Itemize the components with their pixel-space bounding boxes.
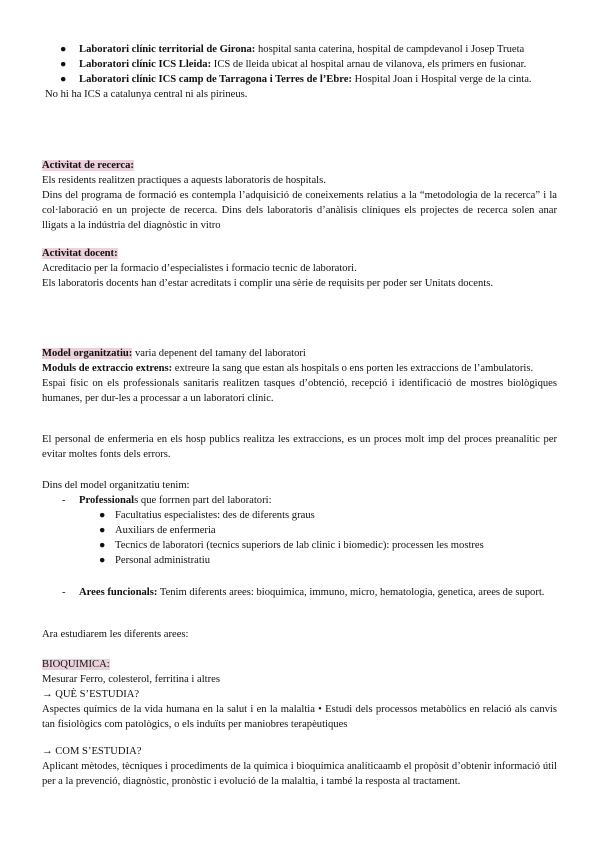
list-item bbox=[42, 585, 557, 600]
bullet-icon: ● bbox=[60, 59, 67, 71]
bullet-icon: ● bbox=[99, 555, 106, 567]
model-section bbox=[42, 346, 557, 406]
lab-desc: Hospital Joan i Hospital verge de la cinta. bbox=[351, 74, 532, 86]
list-item bbox=[42, 523, 557, 538]
bullet-icon: ● bbox=[60, 74, 67, 86]
arees-section bbox=[42, 585, 557, 600]
list-item bbox=[42, 42, 557, 57]
recerca-section bbox=[42, 158, 557, 233]
arees-text: Tenim diferents arees: bioquimica, immuno, micro, hematologia, genetica, arees de suport. bbox=[157, 587, 545, 598]
enfermeria-section bbox=[42, 432, 557, 462]
bullet-icon: ● bbox=[99, 510, 106, 522]
prof-text: s que forrnen part del laboratori: bbox=[134, 495, 272, 507]
question-1: → QUÈ S’ESTUDIA? bbox=[42, 689, 140, 701]
bullet-icon: ● bbox=[99, 540, 106, 552]
espai-paragraph: Espai físic on els professionals sanitaris realitzen tasques d’obtenció, recepció i identificació de mostres biològiques humanes, per dur-les a processar a un laboratori clínic. bbox=[42, 378, 557, 405]
dash-marker: - bbox=[62, 587, 66, 598]
lab-desc: hospital santa caterina, hospital de campdevanol i Josep Trueta bbox=[255, 44, 525, 55]
lab-name: Laboratori clínic ICS camp de Tarragona i Terres de l’Ebre: bbox=[79, 74, 352, 86]
dins-line: Dins del model organitzatiu tenim: bbox=[42, 480, 190, 491]
list-item bbox=[42, 508, 557, 523]
docent-line: Acreditacio per la formacio d’especialistes i formacio tecnic de laboratori. bbox=[42, 263, 357, 275]
moduls-label: Moduls de extraccio extrens: bbox=[42, 363, 173, 375]
prof-item: Personal administratiu bbox=[115, 555, 211, 567]
recerca-line: Els residents realitzen practiques a aquests laboratoris de hospitals. bbox=[42, 175, 326, 187]
bioquimica-line: Mesurar Ferro, colesterol, ferritina i altres bbox=[42, 674, 220, 686]
docent-heading: Activitat docent: bbox=[42, 248, 118, 259]
ara-line: Ara estudiarem les diferents arees: bbox=[42, 629, 189, 640]
prof-label: Professional bbox=[79, 495, 135, 507]
recerca-paragraph: Dins del programa de formació es contempla l’adquisició de coneixements relatius a la “metodologia de la recerca” i la col·laboració en un projecte de recerca. Dins dels laboratoris d’anàlisis clíniques els projectes de recerca solen anar lligats a la indústria del diagnòstic in vitro bbox=[42, 190, 557, 232]
enfermeria-paragraph: El personal de enfermeria en els hosp publics realitza les extraccions, es un proces molt imp del proces preanalític per evitar moltes fonts dels errors. bbox=[42, 434, 557, 461]
dash-marker: - bbox=[62, 495, 66, 507]
organitzatiu-list bbox=[42, 478, 557, 569]
lab-list bbox=[42, 42, 557, 102]
arees-label: Arees funcionals: bbox=[79, 587, 158, 598]
lab-name: Laboratori clínic ICS Lleida: bbox=[79, 59, 212, 71]
bullet-icon: ● bbox=[99, 525, 106, 537]
question-2: → COM S’ESTUDIA? bbox=[42, 746, 142, 757]
lab-desc: ICS de lleida ubicat al hospital arnau de vilanova, els primers en fusionar. bbox=[211, 59, 527, 71]
prof-item: Facultatius especialistes: des de diferents graus bbox=[115, 510, 315, 522]
list-item bbox=[42, 538, 557, 553]
bioquimica-section bbox=[42, 657, 557, 732]
moduls-text: extreure la sang que estan als hospitals o ens porten les extraccions de l’ambulatoris. bbox=[172, 363, 534, 375]
bullet-icon: ● bbox=[60, 44, 67, 55]
prof-item: Auxiliars de enfermeria bbox=[115, 525, 216, 537]
list-item bbox=[42, 553, 557, 568]
docent-paragraph: Els laboratoris docents han d’estar acreditats i complir una sèrie de requisits per poder ser Unitats docents. bbox=[42, 278, 493, 290]
lab-name: Laboratori clínic territorial de Girona: bbox=[79, 44, 256, 55]
model-heading-rest: varia depenent del tamany del laboratori bbox=[132, 348, 306, 359]
answer-1: Aspectes químics de la vida humana en la salut i en la malaltia • Estudi dels processos metabòlics en relació als canvis tan fisiològics com patològics, o els induïts per maniobres terapèutiques bbox=[42, 704, 557, 731]
bioquimica-heading: BIOQUIMICA: bbox=[42, 659, 110, 670]
no-ics-note: No hi ha ICS a catalunya central ni als pirineus. bbox=[45, 89, 248, 101]
prof-item: Tecnics de laboratori (tecnics superiors de lab clinic i biomedic): processen les mostres bbox=[115, 540, 484, 552]
docent-section bbox=[42, 246, 557, 291]
recerca-heading: Activitat de recerca: bbox=[42, 160, 134, 171]
answer-2: Aplicant mètodes, tècniques i procediments de la química i bioquímica analíticaamb el propòsit d’obtenir informació útil per a la prevenció, diagnòstic, pronòstic i evolució de la malaltia, i també la resposta al tractament. bbox=[42, 761, 557, 788]
list-item bbox=[42, 72, 557, 87]
bioquimica-com-section bbox=[42, 744, 557, 789]
model-heading: Model organitzatiu: bbox=[42, 348, 133, 359]
list-item bbox=[42, 493, 557, 508]
list-item bbox=[42, 57, 557, 72]
